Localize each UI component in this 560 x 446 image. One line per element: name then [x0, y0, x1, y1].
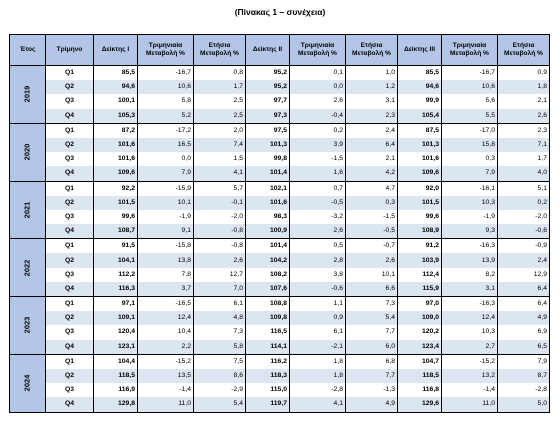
value-cell: 5,4: [194, 397, 246, 412]
year-label: 2021: [22, 201, 32, 219]
column-header: Δείκτης I: [94, 35, 138, 66]
value-cell: 116,8: [398, 383, 442, 397]
value-cell: 1,1: [290, 297, 346, 312]
value-cell: 108,9: [398, 224, 442, 239]
value-cell: 109,6: [94, 166, 138, 181]
value-cell: 118,3: [246, 369, 290, 383]
value-cell: 10,1: [346, 268, 398, 282]
table-row: [10, 196, 550, 210]
quarter-cell: Q2: [46, 369, 94, 383]
value-cell: -15,9: [138, 181, 194, 196]
table-row: [10, 166, 550, 181]
value-cell: -15,2: [442, 354, 498, 369]
value-cell: 8,7: [498, 369, 550, 383]
quarter-cell: Q4: [46, 166, 94, 181]
value-cell: 6,9: [498, 325, 550, 339]
quarter-cell: Q4: [46, 397, 94, 412]
value-cell: 6,4: [498, 297, 550, 312]
value-cell: -2,0: [194, 210, 246, 224]
value-cell: 7,9: [138, 166, 194, 181]
value-cell: 7,7: [346, 369, 398, 383]
column-header: Τριμηνιαία Μεταβολή %: [442, 35, 498, 66]
value-cell: 116,9: [94, 383, 138, 397]
value-cell: 0,3: [346, 196, 398, 210]
value-cell: -15,2: [138, 354, 194, 369]
value-cell: 8,6: [194, 369, 246, 383]
value-cell: -2,0: [498, 210, 550, 224]
column-header: Ετήσια Μεταβολή %: [346, 35, 398, 66]
table-row: [10, 297, 550, 312]
value-cell: 116,2: [246, 354, 290, 369]
value-cell: 0,1: [290, 66, 346, 81]
quarter-cell: Q2: [46, 196, 94, 210]
value-cell: -0,6: [290, 282, 346, 297]
value-cell: 105,3: [94, 109, 138, 124]
value-cell: -0,5: [346, 224, 398, 239]
value-cell: 5,8: [194, 340, 246, 355]
value-cell: 2,3: [346, 109, 398, 124]
value-cell: 11,0: [442, 397, 498, 412]
value-cell: 97,3: [246, 109, 290, 124]
quarter-cell: Q2: [46, 138, 94, 152]
value-cell: 112,2: [94, 268, 138, 282]
value-cell: 10,1: [138, 196, 194, 210]
value-cell: 0,2: [498, 196, 550, 210]
value-cell: -1,4: [138, 383, 194, 397]
column-header: Δείκτης II: [246, 35, 290, 66]
value-cell: 101,4: [246, 239, 290, 254]
value-cell: 5,1: [498, 181, 550, 196]
table-row: [10, 369, 550, 383]
value-cell: 2,6: [346, 253, 398, 267]
value-cell: 12,4: [138, 311, 194, 325]
value-cell: -1,9: [138, 210, 194, 224]
value-cell: 1,6: [290, 166, 346, 181]
value-cell: 2,2: [138, 340, 194, 355]
value-cell: -16,7: [138, 66, 194, 81]
value-cell: 7,8: [138, 268, 194, 282]
quarter-cell: Q1: [46, 297, 94, 312]
value-cell: -16,3: [442, 239, 498, 254]
value-cell: 116,3: [94, 282, 138, 297]
value-cell: 6,1: [194, 297, 246, 312]
value-cell: 2,1: [346, 152, 398, 166]
value-cell: 101,3: [398, 138, 442, 152]
value-cell: 0,3: [442, 152, 498, 166]
quarter-cell: Q1: [46, 239, 94, 254]
value-cell: 0,9: [290, 311, 346, 325]
value-cell: 87,5: [398, 123, 442, 138]
value-cell: -1,5: [290, 152, 346, 166]
value-cell: 118,5: [398, 369, 442, 383]
value-cell: 10,3: [442, 325, 498, 339]
year-cell: [10, 123, 46, 181]
value-cell: 104,1: [94, 253, 138, 267]
value-cell: 105,4: [398, 109, 442, 124]
value-cell: 13,5: [138, 369, 194, 383]
value-cell: 102,1: [246, 181, 290, 196]
value-cell: 94,6: [94, 80, 138, 94]
value-cell: 97,1: [94, 297, 138, 312]
value-cell: 5,5: [442, 109, 498, 124]
value-cell: 6,1: [290, 325, 346, 339]
value-cell: 4,8: [194, 311, 246, 325]
value-cell: 101,5: [94, 196, 138, 210]
table-row: [10, 94, 550, 108]
table-caption: (Πίνακας 1 – συνέχεια): [234, 7, 326, 17]
value-cell: 104,4: [94, 354, 138, 369]
table-row: [10, 282, 550, 297]
value-cell: -17,2: [138, 123, 194, 138]
value-cell: 129,6: [398, 397, 442, 412]
value-cell: 123,1: [94, 340, 138, 355]
value-cell: 6,6: [346, 282, 398, 297]
value-cell: 85,5: [398, 66, 442, 81]
value-cell: 7,3: [194, 325, 246, 339]
year-label: 2024: [22, 374, 32, 392]
value-cell: 5,8: [138, 94, 194, 108]
value-cell: 1,8: [290, 369, 346, 383]
value-cell: -2,9: [194, 383, 246, 397]
quarter-cell: Q3: [46, 268, 94, 282]
table-row: [10, 66, 550, 81]
value-cell: 7,9: [498, 354, 550, 369]
year-label: 2020: [22, 143, 32, 161]
year-cell: [10, 66, 46, 124]
table-row: [10, 210, 550, 224]
quarter-cell: Q4: [46, 282, 94, 297]
value-cell: 13,9: [442, 253, 498, 267]
table-row: [10, 354, 550, 369]
quarter-cell: Q1: [46, 181, 94, 196]
value-cell: 2,5: [194, 94, 246, 108]
value-cell: 97,0: [398, 297, 442, 312]
value-cell: 118,5: [94, 369, 138, 383]
column-header: Τριμηνιαία Μεταβολή %: [138, 35, 194, 66]
quarter-cell: Q3: [46, 383, 94, 397]
value-cell: 1,8: [498, 80, 550, 94]
value-cell: 11,0: [138, 397, 194, 412]
value-cell: 108,2: [246, 268, 290, 282]
year-label: 2019: [22, 86, 32, 103]
value-cell: 4,7: [346, 181, 398, 196]
value-cell: -17,0: [442, 123, 498, 138]
value-cell: 101,6: [246, 196, 290, 210]
value-cell: 1,0: [346, 66, 398, 81]
column-header: Δείκτης III: [398, 35, 442, 66]
column-header: Τριμηνιαία Μεταβολή %: [290, 35, 346, 66]
table-row: [10, 224, 550, 239]
value-cell: 0,0: [290, 80, 346, 94]
value-cell: 104,7: [398, 354, 442, 369]
table-row: [10, 80, 550, 94]
value-cell: 13,2: [442, 369, 498, 383]
value-cell: 2,6: [290, 224, 346, 239]
value-cell: 10,6: [138, 80, 194, 94]
value-cell: 10,4: [138, 325, 194, 339]
table-row: [10, 383, 550, 397]
value-cell: 2,4: [346, 123, 398, 138]
value-cell: 5,2: [138, 109, 194, 124]
value-cell: 12,7: [194, 268, 246, 282]
value-cell: 10,3: [442, 196, 498, 210]
value-cell: 87,2: [94, 123, 138, 138]
quarter-cell: Q2: [46, 311, 94, 325]
table-row: [10, 340, 550, 355]
year-label: 2022: [22, 259, 32, 276]
value-cell: 2,6: [194, 253, 246, 267]
value-cell: -0,4: [290, 109, 346, 124]
value-cell: 101,4: [246, 166, 290, 181]
value-cell: 6,8: [346, 354, 398, 369]
quarter-cell: Q4: [46, 109, 94, 124]
value-cell: 99,6: [398, 210, 442, 224]
value-cell: 6,5: [498, 340, 550, 355]
column-header: Ετήσια Μεταβολή %: [498, 35, 550, 66]
table-row: [10, 109, 550, 124]
quarter-cell: Q2: [46, 253, 94, 267]
value-cell: 2,3: [498, 123, 550, 138]
column-header: Τρίμηνο: [46, 35, 94, 66]
value-cell: -16,1: [442, 181, 498, 196]
value-cell: 115,9: [398, 282, 442, 297]
value-cell: 123,4: [398, 340, 442, 355]
value-cell: 103,9: [398, 253, 442, 267]
table-row: [10, 311, 550, 325]
column-header: Έτος: [10, 35, 46, 66]
value-cell: -16,5: [138, 297, 194, 312]
value-cell: 15,8: [442, 138, 498, 152]
value-cell: 1,7: [498, 152, 550, 166]
value-cell: 91,5: [94, 239, 138, 254]
value-cell: 129,8: [94, 397, 138, 412]
value-cell: 9,1: [138, 224, 194, 239]
value-cell: -2,1: [290, 340, 346, 355]
value-cell: 99,9: [398, 94, 442, 108]
value-cell: 0,2: [290, 123, 346, 138]
value-cell: 7,5: [194, 354, 246, 369]
value-cell: 12,9: [498, 268, 550, 282]
value-cell: 108,7: [94, 224, 138, 239]
value-cell: 97,5: [246, 123, 290, 138]
value-cell: 85,5: [94, 66, 138, 81]
value-cell: 101,5: [398, 196, 442, 210]
value-cell: 4,2: [346, 166, 398, 181]
value-cell: 7,3: [346, 297, 398, 312]
quarter-cell: Q1: [46, 354, 94, 369]
value-cell: 0,9: [498, 66, 550, 81]
value-cell: 5,6: [442, 94, 498, 108]
value-cell: 5,7: [194, 181, 246, 196]
value-cell: 2,7: [442, 340, 498, 355]
value-cell: 109,0: [398, 311, 442, 325]
value-cell: 2,5: [194, 109, 246, 124]
data-table: [9, 34, 550, 413]
value-cell: -0,9: [498, 239, 550, 254]
value-cell: 3,1: [442, 282, 498, 297]
value-cell: 101,3: [246, 138, 290, 152]
value-cell: 0,0: [138, 152, 194, 166]
quarter-cell: Q2: [46, 80, 94, 94]
value-cell: 1,2: [346, 80, 398, 94]
quarter-cell: Q4: [46, 340, 94, 355]
value-cell: -16,7: [442, 66, 498, 81]
value-cell: 4,9: [346, 397, 398, 412]
table-row: [10, 239, 550, 254]
value-cell: 3,9: [290, 138, 346, 152]
value-cell: 2,4: [498, 253, 550, 267]
value-cell: 3,7: [138, 282, 194, 297]
value-cell: -0,1: [194, 196, 246, 210]
value-cell: 109,1: [94, 311, 138, 325]
value-cell: 4,9: [498, 311, 550, 325]
quarter-cell: Q3: [46, 325, 94, 339]
year-cell: [10, 354, 46, 412]
value-cell: 0,5: [290, 239, 346, 254]
value-cell: -2,8: [498, 383, 550, 397]
value-cell: 4,1: [194, 166, 246, 181]
value-cell: 0,8: [194, 66, 246, 81]
value-cell: 2,1: [498, 94, 550, 108]
value-cell: 119,7: [246, 397, 290, 412]
value-cell: 0,7: [290, 181, 346, 196]
quarter-cell: Q4: [46, 224, 94, 239]
value-cell: 5,4: [346, 311, 398, 325]
table-row: [10, 138, 550, 152]
value-cell: 1,8: [290, 354, 346, 369]
value-cell: -2,8: [290, 383, 346, 397]
value-cell: 120,2: [398, 325, 442, 339]
table-row: [10, 181, 550, 196]
value-cell: 120,4: [94, 325, 138, 339]
value-cell: 101,6: [398, 152, 442, 166]
value-cell: 114,1: [246, 340, 290, 355]
quarter-cell: Q3: [46, 152, 94, 166]
value-cell: -0,5: [290, 196, 346, 210]
value-cell: 6,0: [346, 340, 398, 355]
value-cell: 8,2: [442, 268, 498, 282]
value-cell: 2,8: [290, 253, 346, 267]
value-cell: 3,1: [346, 94, 398, 108]
value-cell: 116,5: [246, 325, 290, 339]
value-cell: -0,7: [346, 239, 398, 254]
value-cell: 12,4: [442, 311, 498, 325]
value-cell: -1,5: [346, 210, 398, 224]
value-cell: -1,3: [346, 383, 398, 397]
value-cell: 91,2: [398, 239, 442, 254]
value-cell: 6,4: [498, 282, 550, 297]
value-cell: 16,5: [138, 138, 194, 152]
value-cell: 1,7: [194, 80, 246, 94]
year-cell: [10, 239, 46, 297]
quarter-cell: Q1: [46, 123, 94, 138]
quarter-cell: Q1: [46, 66, 94, 81]
table-header-row: [10, 35, 550, 66]
table-row: [10, 268, 550, 282]
value-cell: 94,6: [398, 80, 442, 94]
value-cell: -16,3: [442, 297, 498, 312]
value-cell: -0,8: [194, 239, 246, 254]
value-cell: 2,6: [498, 109, 550, 124]
value-cell: 6,4: [346, 138, 398, 152]
value-cell: 7,0: [194, 282, 246, 297]
value-cell: 99,8: [246, 152, 290, 166]
value-cell: 97,7: [246, 94, 290, 108]
table-row: [10, 325, 550, 339]
value-cell: 5,0: [498, 397, 550, 412]
value-cell: 95,2: [246, 66, 290, 81]
table-row: [10, 397, 550, 412]
value-cell: 107,6: [246, 282, 290, 297]
value-cell: 108,8: [246, 297, 290, 312]
value-cell: 7,4: [194, 138, 246, 152]
value-cell: 92,0: [398, 181, 442, 196]
year-cell: [10, 181, 46, 239]
value-cell: 115,0: [246, 383, 290, 397]
value-cell: 10,6: [442, 80, 498, 94]
value-cell: 7,7: [346, 325, 398, 339]
year-label: 2023: [22, 317, 32, 334]
value-cell: -1,9: [442, 210, 498, 224]
value-cell: 4,1: [290, 397, 346, 412]
value-cell: 13,8: [138, 253, 194, 267]
value-cell: 9,3: [442, 224, 498, 239]
value-cell: 2,6: [290, 94, 346, 108]
quarter-cell: Q3: [46, 210, 94, 224]
value-cell: 2,0: [194, 123, 246, 138]
value-cell: -0,8: [194, 224, 246, 239]
value-cell: 3,8: [290, 268, 346, 282]
value-cell: 4,0: [498, 166, 550, 181]
year-cell: [10, 297, 46, 355]
table-row: [10, 253, 550, 267]
value-cell: -0,6: [498, 224, 550, 239]
value-cell: 92,2: [94, 181, 138, 196]
value-cell: 109,6: [398, 166, 442, 181]
value-cell: -1,4: [442, 383, 498, 397]
value-cell: 100,1: [94, 94, 138, 108]
value-cell: -3,2: [290, 210, 346, 224]
table-row: [10, 152, 550, 166]
column-header: Ετήσια Μεταβολή %: [194, 35, 246, 66]
value-cell: 104,2: [246, 253, 290, 267]
value-cell: -15,8: [138, 239, 194, 254]
value-cell: 101,6: [94, 152, 138, 166]
value-cell: 101,6: [94, 138, 138, 152]
value-cell: 7,9: [442, 166, 498, 181]
value-cell: 100,9: [246, 224, 290, 239]
value-cell: 7,1: [498, 138, 550, 152]
value-cell: 109,8: [246, 311, 290, 325]
table-row: [10, 123, 550, 138]
value-cell: 99,6: [94, 210, 138, 224]
quarter-cell: Q3: [46, 94, 94, 108]
value-cell: 98,3: [246, 210, 290, 224]
value-cell: 95,2: [246, 80, 290, 94]
value-cell: 112,4: [398, 268, 442, 282]
value-cell: 1,5: [194, 152, 246, 166]
